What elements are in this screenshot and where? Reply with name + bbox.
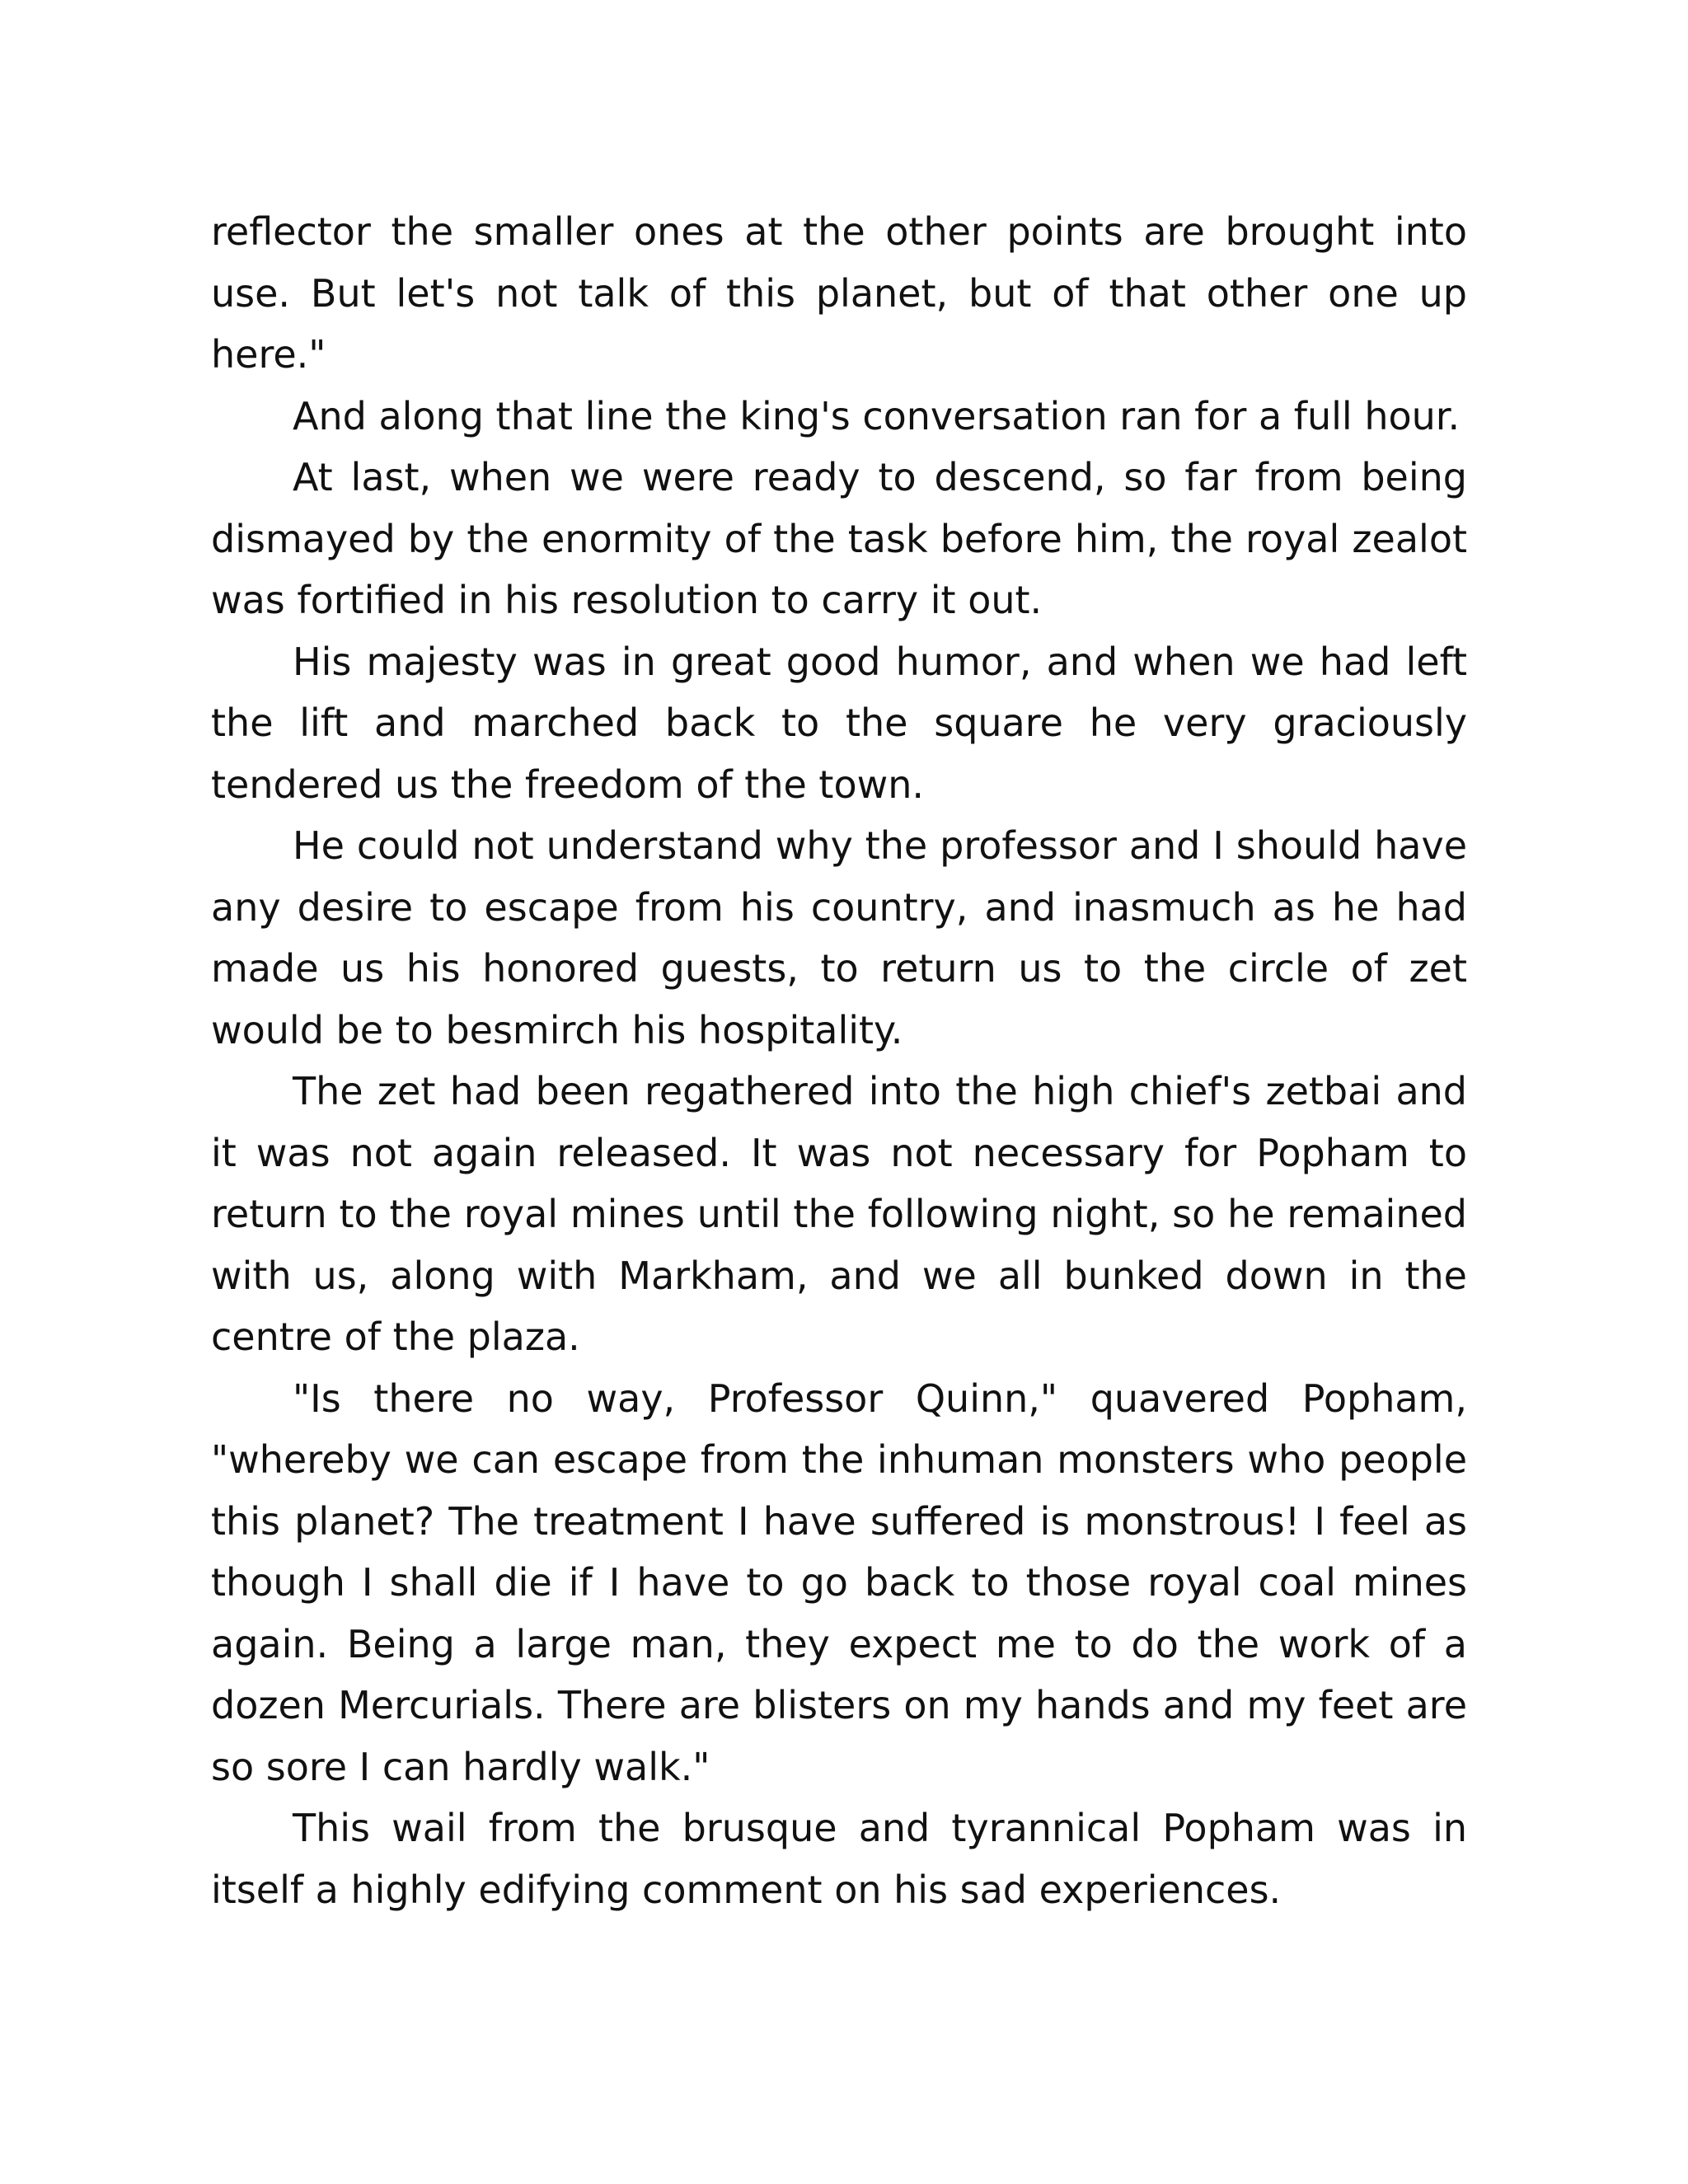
paragraph: "Is there no way, Professor Quinn," quavered Popham, "whereby we can escape from the inhuman monsters who people this planet? The treatment I have suffered is monstrous! I feel as though I shall die if I have to go back to those royal coal mines again. Being a large man, they expect me to do the work of a dozen Mercurials. There are blisters on my hands and my feet are so sore I can hardly walk." (211, 1376, 1467, 1789)
body-text (211, 201, 1467, 1920)
paragraph: At last, when we were ready to descend, so far from being dismayed by the enormity of the task before him, the royal zealot was fortified in his resolution to carry it out. (211, 455, 1467, 622)
paragraph: His majesty was in great good humor, and when we had left the lift and marched back to the square he very graciously tendered us the freedom of the town. (211, 639, 1467, 807)
paragraph: This wail from the brusque and tyrannical Popham was in itself a highly edifying comment on his sad experiences. (211, 1806, 1467, 1912)
paragraph-continued: reflector the smaller ones at the other points are brought into use. But let's not talk of this planet, but of that other one up here." (211, 209, 1467, 377)
paragraph: He could not understand why the professor and I should have any desire to escape from his country, and inasmuch as he had made us his honored guests, to return us to the circle of zet would be to besmirch his hospitality. (211, 823, 1467, 1052)
paragraph: The zet had been regathered into the high chief's zetbai and it was not again released. It was not necessary for Popham to return to the royal mines until the following night, so he remained with us, along with Markham, and we all bunked down in the centre of the plaza. (211, 1069, 1467, 1359)
paragraph: And along that line the king's conversation ran for a full hour. (293, 393, 1461, 438)
